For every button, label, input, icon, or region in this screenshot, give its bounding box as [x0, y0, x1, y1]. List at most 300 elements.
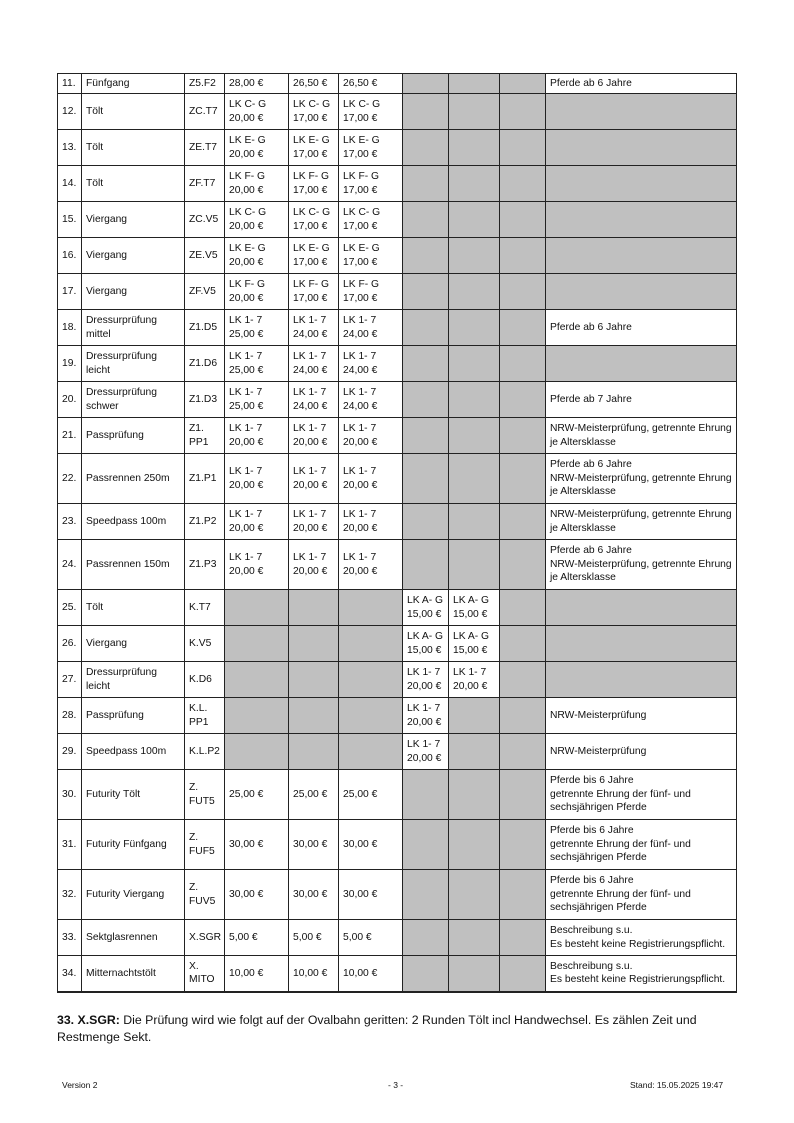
cell-text: leicht	[86, 680, 111, 692]
cell-code	[185, 626, 225, 662]
cell-shaded	[449, 956, 500, 992]
cell-text: Z.	[189, 782, 199, 793]
cell-text: Es besteht keine Registrierungspflicht.	[550, 974, 726, 986]
cell-text: LK 1- 7	[453, 667, 487, 678]
cell-shaded	[500, 94, 546, 130]
cell-text: Pferde ab 7 Jahre	[550, 393, 632, 405]
cell-text: Fünfgang	[86, 77, 130, 89]
cell-text: 24,00 €	[343, 328, 378, 340]
cell-name	[82, 734, 185, 770]
cell-text: 30,00 €	[343, 838, 378, 850]
cell-shaded	[289, 662, 339, 698]
cell-shaded	[500, 130, 546, 166]
cell-text: Beschreibung s.u.	[550, 960, 633, 972]
cell-shaded	[500, 920, 546, 956]
cell-note	[546, 734, 737, 770]
cell-text: 34.	[62, 967, 77, 979]
cell-text: mittel	[86, 328, 111, 340]
table-row	[58, 166, 737, 202]
cell-number	[58, 346, 82, 382]
cell-c5	[449, 590, 500, 626]
cell-text: 26,50 €	[343, 77, 378, 89]
cell-text: ZC.V5	[189, 213, 219, 225]
cell-text: Viergang	[86, 637, 128, 649]
cell-shaded	[546, 94, 737, 130]
cell-text: LK A- G	[407, 595, 444, 606]
cell-c2	[289, 130, 339, 166]
cell-shaded	[546, 238, 737, 274]
cell-code	[185, 590, 225, 626]
cell-text: 25,00 €	[293, 788, 328, 800]
cell-shaded	[449, 94, 500, 130]
cell-text: LK F- G	[293, 279, 330, 290]
cell-name	[82, 662, 185, 698]
cell-name	[82, 956, 185, 992]
cell-shaded	[403, 130, 449, 166]
cell-shaded	[449, 770, 500, 820]
cell-text: X.	[189, 960, 199, 972]
cell-c2	[289, 274, 339, 310]
cell-text: 24,00 €	[293, 328, 328, 340]
cell-text: Tölt	[86, 177, 104, 189]
cell-c4	[403, 590, 449, 626]
table-row	[58, 346, 737, 382]
cell-name	[82, 540, 185, 590]
cell-text: 24.	[62, 558, 77, 570]
cell-shaded	[403, 870, 449, 920]
cell-c3	[339, 956, 403, 992]
cell-shaded	[546, 346, 737, 382]
cell-text: schwer	[86, 400, 119, 412]
table-row	[58, 94, 737, 130]
cell-text: Dressurprüfung	[86, 351, 157, 362]
cell-name	[82, 346, 185, 382]
cell-shaded	[500, 662, 546, 698]
cell-number	[58, 238, 82, 274]
cell-text: 20.	[62, 393, 77, 405]
table-row	[58, 590, 737, 626]
cell-text: 25,00 €	[229, 328, 264, 340]
cell-text: K.D6	[189, 673, 212, 685]
cell-text: Pferde bis 6 Jahre	[550, 775, 634, 787]
cell-text: Pferde ab 6 Jahre	[550, 321, 632, 333]
cell-text: LK A- G	[407, 631, 444, 642]
notes-label: 33. X.SGR:	[57, 1013, 120, 1027]
cell-text: LK 1- 7	[343, 387, 377, 398]
cell-text: K.L.P2	[189, 745, 220, 757]
cell-text: 10,00 €	[229, 967, 264, 979]
cell-c3	[339, 74, 403, 94]
cell-shaded	[225, 698, 289, 734]
cell-text: Speedpass 100m	[86, 515, 167, 527]
cell-shaded	[500, 770, 546, 820]
cell-code	[185, 734, 225, 770]
cell-shaded	[500, 540, 546, 590]
cell-text: Z1.P3	[189, 558, 217, 570]
cell-text: 20,00 €	[229, 522, 264, 534]
cell-c1	[225, 870, 289, 920]
table-row	[58, 820, 737, 870]
cell-text: K.V5	[189, 637, 212, 649]
cell-shaded	[403, 454, 449, 504]
cell-c1	[225, 202, 289, 238]
cell-text: Pferde ab 6 Jahre	[550, 545, 632, 557]
cell-c3	[339, 820, 403, 870]
cell-c2	[289, 770, 339, 820]
cell-c4	[403, 734, 449, 770]
cell-text: LK 1- 7	[293, 387, 327, 398]
cell-name	[82, 626, 185, 662]
cell-text: 19.	[62, 357, 77, 369]
cell-text: LK E- G	[343, 135, 380, 146]
cell-c2	[289, 454, 339, 504]
cell-text: 20,00 €	[343, 479, 378, 491]
cell-c2	[289, 418, 339, 454]
cell-c3	[339, 418, 403, 454]
cell-number	[58, 504, 82, 540]
cell-text: X.SGR	[189, 931, 222, 943]
cell-number	[58, 274, 82, 310]
cell-c5	[449, 626, 500, 662]
cell-code	[185, 870, 225, 920]
cell-text: Z1.	[189, 423, 204, 434]
cell-text: LK 1- 7	[293, 552, 327, 563]
cell-shaded	[500, 820, 546, 870]
cell-text: LK 1- 7	[343, 552, 377, 563]
cell-text: LK 1- 7	[407, 703, 441, 714]
cell-code	[185, 310, 225, 346]
cell-text: Pferde bis 6 Jahre	[550, 875, 634, 887]
cell-c4	[403, 662, 449, 698]
cell-number	[58, 870, 82, 920]
cell-text: 15,00 €	[453, 608, 488, 620]
cell-text: 32.	[62, 888, 77, 900]
cell-c1	[225, 820, 289, 870]
cell-c1	[225, 74, 289, 94]
cell-text: LK 1- 7	[407, 739, 441, 750]
cell-text: 20,00 €	[229, 479, 264, 491]
cell-name	[82, 130, 185, 166]
cell-text: 17,00 €	[343, 220, 378, 232]
cell-shaded	[403, 310, 449, 346]
cell-name	[82, 238, 185, 274]
cell-text: LK F- G	[343, 171, 380, 182]
cell-text: FUT5	[189, 795, 215, 807]
cell-c1	[225, 310, 289, 346]
cell-note	[546, 454, 737, 504]
cell-text: LK C- G	[343, 207, 381, 218]
cell-text: 17.	[62, 285, 77, 297]
cell-text: 20,00 €	[229, 565, 264, 577]
cell-text: 20,00 €	[229, 148, 264, 160]
cell-name	[82, 94, 185, 130]
table-row	[58, 418, 737, 454]
cell-text: 20,00 €	[229, 184, 264, 196]
cell-shaded	[225, 590, 289, 626]
cell-text: 20,00 €	[343, 436, 378, 448]
cell-c1	[225, 274, 289, 310]
cell-shaded	[403, 504, 449, 540]
cell-text: 31.	[62, 838, 77, 850]
table-row	[58, 956, 737, 992]
cell-c2	[289, 956, 339, 992]
cell-shaded	[449, 870, 500, 920]
cell-number	[58, 310, 82, 346]
cell-shaded	[449, 418, 500, 454]
cell-shaded	[339, 626, 403, 662]
cell-name	[82, 166, 185, 202]
cell-text: 20,00 €	[293, 522, 328, 534]
cell-text: 24,00 €	[293, 364, 328, 376]
cell-text: getrennte Ehrung der fünf- und sechsjährigen Pferde	[550, 838, 691, 864]
cell-text: NRW-Meisterprüfung, getrennte Ehrung je Altersklasse	[550, 509, 732, 534]
cell-text: 12.	[62, 105, 77, 117]
cell-text: leicht	[86, 364, 111, 376]
cell-text: 30,00 €	[229, 888, 264, 900]
cell-shaded	[403, 346, 449, 382]
cell-text: getrennte Ehrung der fünf- und sechsjährigen Pferde	[550, 888, 691, 914]
cell-text: 20,00 €	[229, 436, 264, 448]
cell-name	[82, 770, 185, 820]
cell-c3	[339, 202, 403, 238]
cell-text: Dressurprüfung	[86, 315, 157, 326]
table-row	[58, 770, 737, 820]
cell-name	[82, 274, 185, 310]
cell-name	[82, 454, 185, 504]
cell-c3	[339, 870, 403, 920]
cell-text: Passrennen 150m	[86, 558, 170, 570]
cell-text: ZF.V5	[189, 285, 216, 297]
cell-number	[58, 540, 82, 590]
cell-text: 13.	[62, 141, 77, 153]
cell-c1	[225, 238, 289, 274]
cell-text: LK 1- 7	[229, 509, 263, 520]
footer-version: Version 2	[62, 1080, 98, 1090]
cell-code	[185, 346, 225, 382]
cell-text: Speedpass 100m	[86, 745, 167, 757]
cell-c3	[339, 310, 403, 346]
cell-text: 25,00 €	[229, 364, 264, 376]
cell-text: Z1.D5	[189, 321, 218, 333]
cell-shaded	[546, 166, 737, 202]
cell-text: 21.	[62, 429, 77, 441]
cell-text: 17,00 €	[343, 292, 378, 304]
cell-c5	[449, 662, 500, 698]
cell-number	[58, 454, 82, 504]
cell-name	[82, 920, 185, 956]
cell-number	[58, 662, 82, 698]
cell-shaded	[225, 662, 289, 698]
cell-c1	[225, 454, 289, 504]
cell-text: LK 1- 7	[293, 351, 327, 362]
cell-code	[185, 956, 225, 992]
cell-text: LK 1- 7	[293, 509, 327, 520]
cell-text: LK 1- 7	[229, 387, 263, 398]
table-row	[58, 74, 737, 94]
cell-text: 24,00 €	[343, 364, 378, 376]
cell-text: 20,00 €	[293, 436, 328, 448]
cell-name	[82, 870, 185, 920]
cell-shaded	[449, 274, 500, 310]
cell-c3	[339, 238, 403, 274]
cell-text: LK 1- 7	[343, 423, 377, 434]
cell-shaded	[449, 74, 500, 94]
cell-text: MITO	[189, 974, 215, 986]
cell-c1	[225, 346, 289, 382]
cell-text: 10,00 €	[293, 967, 328, 979]
cell-text: 20,00 €	[229, 112, 264, 124]
cell-text: 17,00 €	[293, 184, 328, 196]
cell-name	[82, 504, 185, 540]
cell-c2	[289, 202, 339, 238]
cell-text: 5,00 €	[293, 931, 322, 943]
cell-code	[185, 94, 225, 130]
cell-c3	[339, 130, 403, 166]
cell-text: NRW-Meisterprüfung, getrennte Ehrung je Altersklasse	[550, 423, 732, 448]
cell-text: LK E- G	[343, 243, 380, 254]
cell-text: 16.	[62, 249, 77, 261]
cell-shaded	[403, 238, 449, 274]
cell-text: ZE.V5	[189, 249, 218, 261]
cell-text: 26.	[62, 637, 77, 649]
table-row	[58, 870, 737, 920]
cell-shaded	[500, 698, 546, 734]
cell-text: LK C- G	[343, 99, 381, 110]
cell-code	[185, 418, 225, 454]
cell-c3	[339, 504, 403, 540]
cell-text: LK F- G	[229, 171, 266, 182]
cell-text: LK E- G	[293, 243, 330, 254]
cell-text: Sektglasrennen	[86, 931, 158, 943]
cell-number	[58, 382, 82, 418]
cell-text: 20,00 €	[453, 680, 488, 692]
table-row	[58, 662, 737, 698]
cell-text: Futurity Fünfgang	[86, 838, 167, 850]
cell-name	[82, 74, 185, 94]
cell-number	[58, 94, 82, 130]
cell-text: NRW-Meisterprüfung, getrennte Ehrung je Altersklasse	[550, 472, 732, 498]
cell-text: 5,00 €	[343, 931, 372, 943]
cell-text: 10,00 €	[343, 967, 378, 979]
cell-text: Dressurprüfung	[86, 667, 157, 678]
cell-shaded	[500, 504, 546, 540]
cell-c2	[289, 94, 339, 130]
cell-text: 17,00 €	[343, 112, 378, 124]
cell-note	[546, 870, 737, 920]
cell-note	[546, 310, 737, 346]
cell-code	[185, 274, 225, 310]
cell-text: Viergang	[86, 285, 128, 297]
cell-shaded	[403, 166, 449, 202]
cell-shaded	[500, 382, 546, 418]
table-row	[58, 698, 737, 734]
cell-c1	[225, 540, 289, 590]
cell-number	[58, 130, 82, 166]
cell-code	[185, 238, 225, 274]
cell-text: Dressurprüfung	[86, 387, 157, 398]
cell-shaded	[403, 418, 449, 454]
cell-text: 20,00 €	[343, 522, 378, 534]
cell-code	[185, 382, 225, 418]
cell-text: K.L.	[189, 703, 208, 714]
cell-c2	[289, 346, 339, 382]
cell-c1	[225, 94, 289, 130]
cell-shaded	[289, 590, 339, 626]
cell-c3	[339, 94, 403, 130]
cell-text: LK 1- 7	[293, 466, 327, 477]
cell-shaded	[403, 274, 449, 310]
cell-note	[546, 770, 737, 820]
cell-text: LK E- G	[229, 243, 266, 254]
cell-c3	[339, 920, 403, 956]
cell-shaded	[339, 698, 403, 734]
cell-c1	[225, 956, 289, 992]
cell-text: 25,00 €	[229, 400, 264, 412]
cell-shaded	[449, 504, 500, 540]
cell-shaded	[500, 626, 546, 662]
cell-c2	[289, 540, 339, 590]
notes-text: Die Prüfung wird wie folgt auf der Ovalbahn geritten: 2 Runden Tölt incl Handwechsel. Es zählen Zeit und Restmenge Sekt.	[57, 1013, 697, 1044]
cell-shaded	[500, 956, 546, 992]
footer-page-number: - 3 -	[388, 1080, 404, 1090]
cell-shaded	[546, 130, 737, 166]
cell-name	[82, 202, 185, 238]
cell-text: Futurity Viergang	[86, 888, 165, 900]
cell-shaded	[403, 74, 449, 94]
cell-c1	[225, 130, 289, 166]
cell-text: LK 1- 7	[293, 423, 327, 434]
cell-c3	[339, 346, 403, 382]
cell-note	[546, 540, 737, 590]
cell-text: ZF.T7	[189, 177, 216, 189]
cell-text: Z5.F2	[189, 77, 216, 89]
cell-shaded	[546, 590, 737, 626]
cell-code	[185, 698, 225, 734]
cell-text: 17,00 €	[293, 220, 328, 232]
cell-text: LK 1- 7	[229, 351, 263, 362]
cell-c2	[289, 74, 339, 94]
cell-code	[185, 202, 225, 238]
table-row	[58, 382, 737, 418]
cell-c3	[339, 382, 403, 418]
cell-text: 25,00 €	[343, 788, 378, 800]
cell-shaded	[500, 202, 546, 238]
cell-shaded	[289, 626, 339, 662]
cell-shaded	[403, 94, 449, 130]
cell-code	[185, 770, 225, 820]
cell-note	[546, 920, 737, 956]
cell-note	[546, 698, 737, 734]
cell-number	[58, 820, 82, 870]
table-row	[58, 734, 737, 770]
cell-text: LK 1- 7	[343, 315, 377, 326]
cell-text: 17,00 €	[293, 292, 328, 304]
cell-number	[58, 920, 82, 956]
cell-text: LK 1- 7	[293, 315, 327, 326]
cell-text: 20,00 €	[407, 716, 442, 728]
cell-name	[82, 310, 185, 346]
cell-text: 15.	[62, 213, 77, 225]
cell-text: 14.	[62, 177, 77, 189]
cell-text: 28,00 €	[229, 77, 264, 89]
cell-text: 23.	[62, 515, 77, 527]
cell-shaded	[449, 920, 500, 956]
cell-text: 25,00 €	[229, 788, 264, 800]
cell-c3	[339, 274, 403, 310]
cell-text: 30,00 €	[343, 888, 378, 900]
cell-text: NRW-Meisterprüfung	[550, 709, 647, 721]
competition-table	[57, 73, 737, 993]
